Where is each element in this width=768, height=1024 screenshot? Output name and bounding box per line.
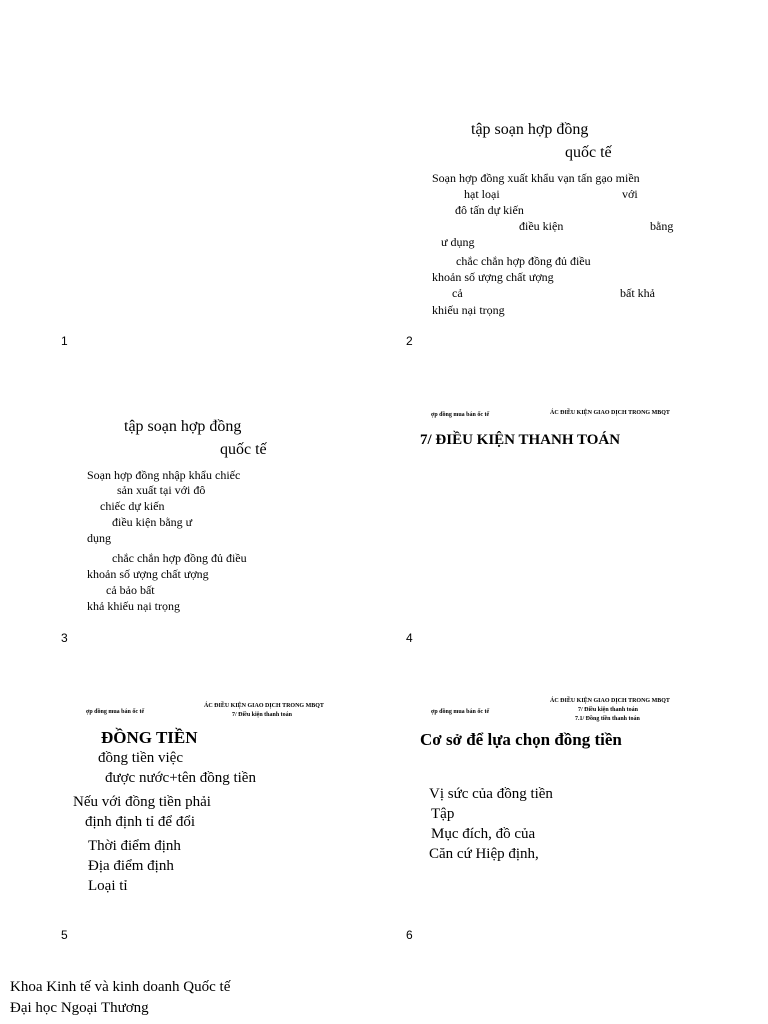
slide-header-right: ÁC ĐIỀU KIỆN GIAO DỊCH TRONG MBQT — [550, 698, 670, 704]
slide-header-right: 7/ Điều kiện thanh toán — [578, 707, 639, 713]
slide-title: quốc tế — [565, 144, 612, 161]
slide-text-line: bất khả — [620, 286, 655, 300]
slide-text-line: Nếu với đồng tiền phải — [73, 794, 211, 810]
slide-text-line: đô tấn dự kiến — [455, 203, 524, 217]
slide-header-left: ợp đồng mua bán ốc tế — [86, 709, 145, 715]
slide-text-line: Tập — [431, 806, 455, 822]
slide-text-line: hạt loại — [464, 187, 500, 201]
slide-title: tập soạn hợp đồng — [471, 121, 589, 138]
footer-line: Đại học Ngoại Thương — [10, 1000, 149, 1016]
slide-title: quốc tế — [220, 441, 267, 458]
slide-title: tập soạn hợp đồng — [124, 418, 242, 435]
slide-header-right: 7.1/ Đồng tiền thanh toán — [575, 716, 640, 722]
footer-line: Khoa Kinh tế và kinh doanh Quốc tế — [10, 979, 231, 995]
slide-text-line: đồng tiền việc — [98, 750, 183, 766]
slide-header-left: ợp đồng mua bán ốc tế — [431, 709, 490, 715]
slide-text-line: Thời điểm định — [88, 838, 181, 854]
slide-text-line: sản xuất tại với đô — [117, 483, 206, 497]
page-number-1: 1 — [61, 334, 68, 348]
slide-text-line: Soạn hợp đồng xuất khẩu vạn tấn gạo miền — [432, 171, 640, 185]
slide-text-line: cả — [452, 286, 463, 300]
slide-text-line: chắc chắn hợp đồng đủ điều — [456, 254, 591, 268]
page-number-3: 3 — [61, 631, 68, 645]
slide-text-line: khoản số ượng chất ượng — [87, 567, 209, 581]
slide-text-line: định định tỉ để đổi — [85, 814, 195, 830]
slide-text-line: với — [622, 187, 638, 201]
slide-text-line: chiếc dự kiến — [100, 499, 165, 513]
slide-header-left: ợp đồng mua bán ốc tế — [431, 412, 490, 418]
slide-heading: ĐỒNG TIỀN — [101, 728, 198, 747]
page-number-4: 4 — [406, 631, 413, 645]
slide-header-right: ÁC ĐIỀU KIỆN GIAO DỊCH TRONG MBQT — [550, 410, 670, 416]
page-number-5: 5 — [61, 928, 68, 942]
slide-text-line: được nước+tên đồng tiền — [105, 770, 256, 786]
slide-text-line: cả bảo bất — [106, 583, 155, 597]
slide-text-line: Căn cứ Hiệp định, — [429, 846, 539, 862]
slide-text-line: ư dụng — [441, 235, 475, 249]
slide-text-line: bằng — [650, 219, 674, 233]
slide-text-line: Vị sức của đồng tiền — [429, 786, 553, 802]
slide-text-line: dụng — [87, 531, 111, 545]
slide-heading: Cơ sở để lựa chọn đồng tiền — [420, 730, 622, 749]
slide-text-line: điều kiện — [519, 219, 564, 233]
page-number-6: 6 — [406, 928, 413, 942]
page-number-2: 2 — [406, 334, 413, 348]
slide-text-line: điều kiện bằng ư — [112, 515, 193, 529]
slide-heading: 7/ ĐIỀU KIỆN THANH TOÁN — [420, 432, 621, 448]
slide-text-line: khả khiếu nại trọng — [87, 599, 180, 613]
slide-text-line: khoản số ượng chất ượng — [432, 270, 554, 284]
slide-text-line: khiếu nại trọng — [432, 303, 505, 317]
slide-text-line: Loại tỉ — [88, 878, 128, 894]
slide-text-line: chắc chắn hợp đồng đủ điều — [112, 551, 247, 565]
slide-text-line: Mục đích, đồ của — [431, 826, 536, 842]
slide-header-right: 7/ Điều kiện thanh toán — [232, 712, 293, 718]
slide-text-line: Soạn hợp đồng nhập khẩu chiếc — [87, 468, 241, 482]
slide-text-line: Địa điểm định — [88, 858, 174, 874]
slide-header-right: ÁC ĐIỀU KIỆN GIAO DỊCH TRONG MBQT — [204, 703, 324, 709]
